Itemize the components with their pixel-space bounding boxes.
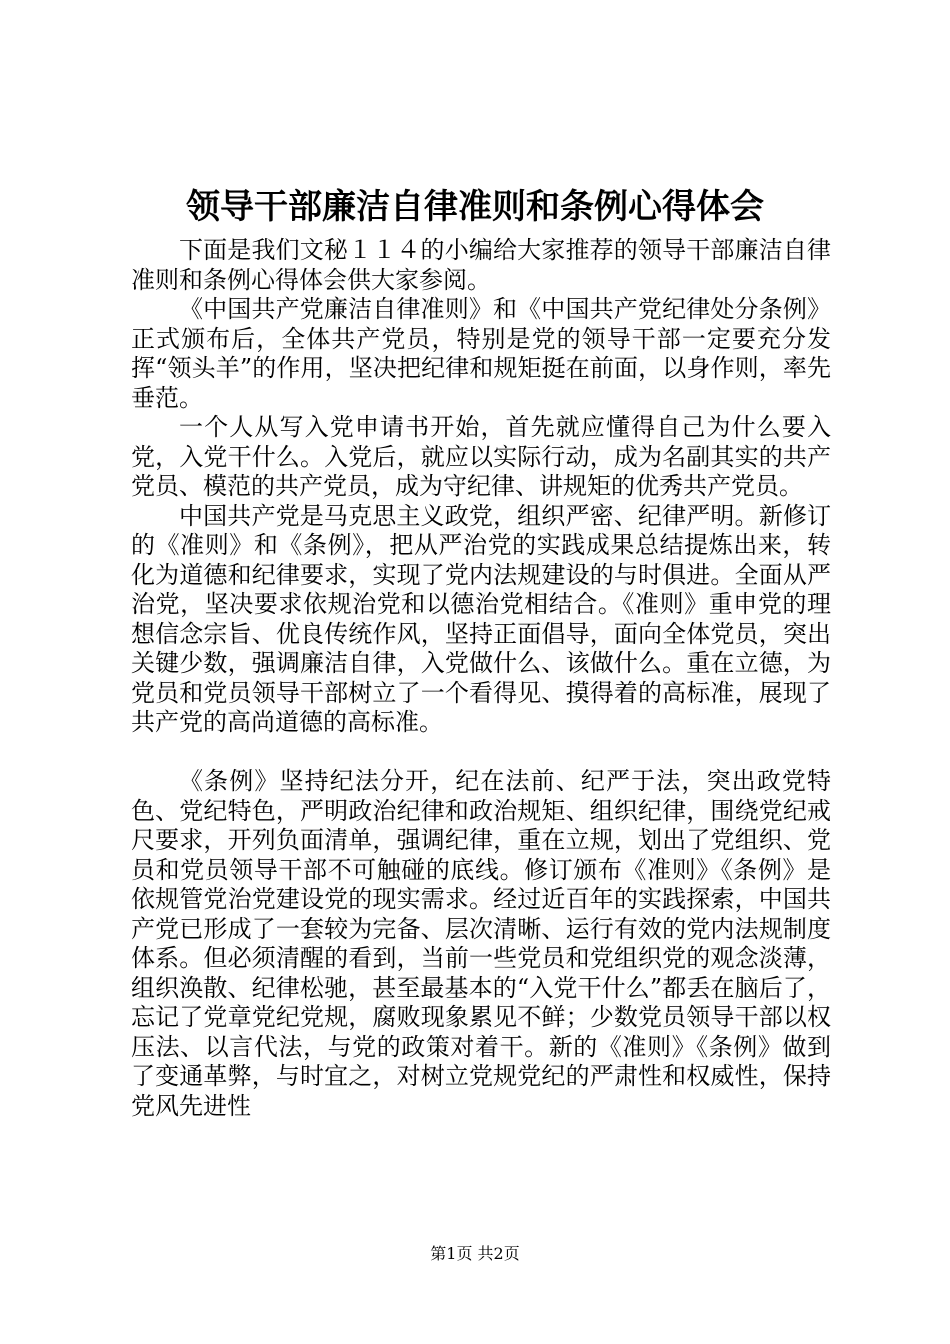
- page-footer: 第1页 共2页: [430, 1244, 520, 1263]
- paragraph-joining-party: 一个人从写入党申请书开始，首先就应懂得自己为什么要入党，入党干什么。入党后，就应以实际行动，成为名副其实的共产党员、模范的共产党员，成为守纪律、讲规矩的优秀共产党员。: [131, 413, 831, 500]
- document-title: 领导干部廉洁自律准则和条例心得体会: [186, 187, 764, 227]
- paragraph-regulations: 《中国共产党廉洁自律准则》和《中国共产党纪律处分条例》正式颁布后，全体共产党员，特别是党的领导干部一定要充分发挥“领头羊”的作用，坚决把纪律和规矩挺在前面，以身作则，率先垂范。: [131, 295, 831, 412]
- document-body: [131, 236, 831, 1121]
- paragraph-intro: 下面是我们文秘１１４的小编给大家推荐的领导干部廉洁自律准则和条例心得体会供大家参阅。: [131, 236, 831, 294]
- paragraph-regulations-detail: 《条例》坚持纪法分开，纪在法前、纪严于法，突出政党特色、党纪特色，严明政治纪律和政治规矩、组织纪律，围绕党纪戒尺要求，开列负面清单，强调纪律，重在立规，划出了党组织、党员和党员领导干部不可触碰的底线。修订颁布《准则》《条例》是依规管党治党建设党的现实需求。经过近百年的实践探索，中国共产党已形成了一套较为完备、层次清晰、运行有效的党内法规制度体系。但必须清醒的看到，当前一些党员和党组织党的观念淡薄，组织涣散、纪律松驰，甚至最基本的“入党干什么”都丢在脑后了，忘记了党章党纪党规，腐败现象累见不鲜；少数党员领导干部以权压法、以言代法，与党的政策对着干。新的《准则》《条例》做到了变通革弊，与时宜之，对树立党规党纪的严肃性和权威性，保持党风先进性: [131, 767, 831, 1120]
- paragraph-party-discipline: 中国共产党是马克思主义政党，组织严密、纪律严明。新修订的《准则》和《条例》，把从严治党的实践成果总结提炼出来，转化为道德和纪律要求，实现了党内法规建设的与时俱进。全面从严治党，坚决要求依规治党和以德治党相结合。《准则》重申党的理想信念宗旨、优良传统作风，坚持正面倡导，面向全体党员，突出关键少数，强调廉洁自律，入党做什么、该做什么。重在立德，为党员和党员领导干部树立了一个看得见、摸得着的高标准，展现了共产党的高尚道德的高标准。: [131, 501, 831, 736]
